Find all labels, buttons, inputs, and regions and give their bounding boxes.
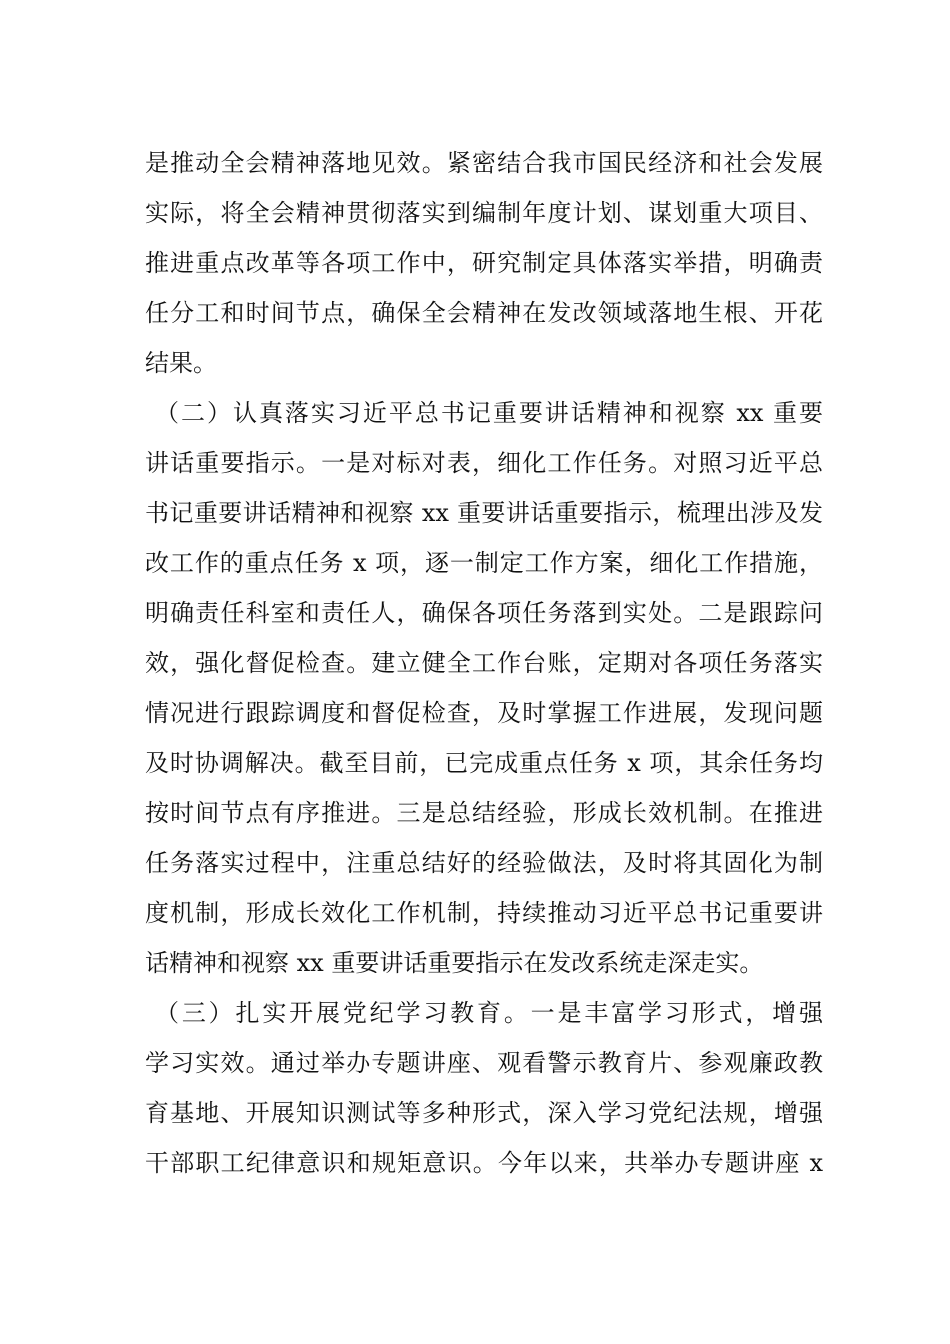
text-line: 及时协调解决。截至目前，已完成重点任务 x 项，其余任务均 [145, 749, 823, 777]
text-line: 话精神和视察 xx 重要讲话重要指示在发改系统走深走实。 [145, 949, 764, 977]
text-line: 讲话重要指示。一是对标对表，细化工作任务。对照习近平总 [145, 449, 823, 477]
text-line: 明确责任科室和责任人，确保各项任务落到实处。二是跟踪问 [145, 599, 823, 627]
text-line: 推进重点改革等各项工作中，研究制定具体落实举措，明确责 [145, 249, 823, 277]
text-line: 学习实效。通过举办专题讲座、观看警示教育片、参观廉政教 [145, 1049, 823, 1077]
text-line: 实际，将全会精神贯彻落实到编制年度计划、谋划重大项目、 [145, 199, 823, 227]
text-line: 改工作的重点任务 x 项，逐一制定工作方案，细化工作措施， [145, 549, 823, 577]
text-line: 干部职工纪律意识和规矩意识。今年以来，共举办专题讲座 x [145, 1149, 823, 1177]
text-line: 书记重要讲话精神和视察 xx 重要讲话重要指示，梳理出涉及发 [145, 499, 823, 527]
text-line: 按时间节点有序推进。三是总结经验，形成长效机制。在推进 [145, 799, 823, 827]
text-line: 情况进行跟踪调度和督促检查，及时掌握工作进展，发现问题 [145, 699, 823, 727]
section-heading-line: （三）扎实开展党纪学习教育。一是丰富学习形式，增强 [155, 999, 823, 1027]
text-line: 是推动全会精神落地见效。紧密结合我市国民经济和社会发展 [145, 149, 823, 177]
text-line: 任分工和时间节点，确保全会精神在发改领域落地生根、开花 [145, 299, 823, 327]
text-line: 结果。 [145, 349, 217, 377]
text-line: 任务落实过程中，注重总结好的经验做法，及时将其固化为制 [145, 849, 823, 877]
text-line: 度机制，形成长效化工作机制，持续推动习近平总书记重要讲 [145, 899, 823, 927]
text-line: 育基地、开展知识测试等多种形式，深入学习党纪法规，增强 [145, 1099, 823, 1127]
section-heading-line: （二）认真落实习近平总书记重要讲话精神和视察 xx 重要 [155, 399, 823, 427]
text-line: 效，强化督促检查。建立健全工作台账，定期对各项任务落实 [145, 649, 823, 677]
